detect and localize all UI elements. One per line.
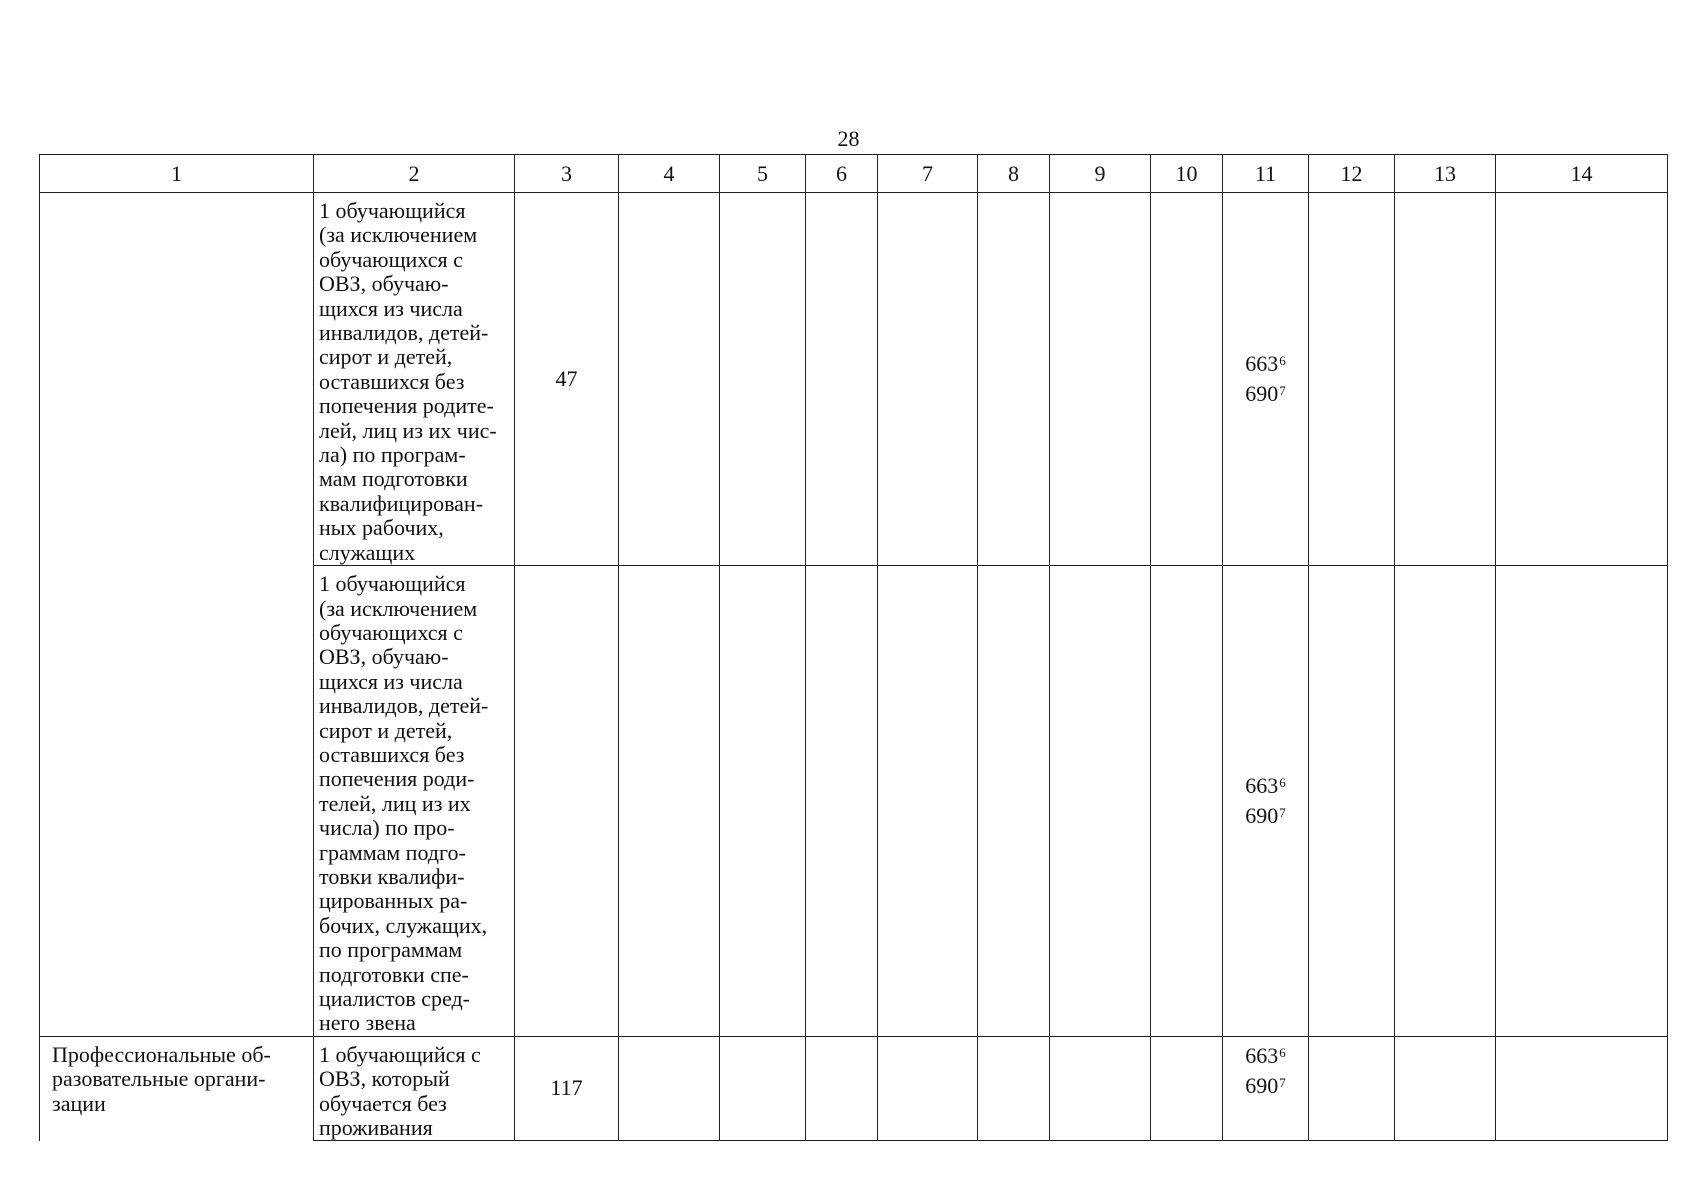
empty-cell <box>806 566 878 1037</box>
column-header: 10 <box>1151 155 1223 193</box>
empty-cell <box>978 1036 1050 1141</box>
empty-cell <box>720 1036 806 1141</box>
empty-cell <box>1496 566 1668 1037</box>
empty-cell <box>1050 1036 1151 1141</box>
empty-cell <box>1309 566 1395 1037</box>
column-header: 13 <box>1395 155 1496 193</box>
empty-cell <box>619 566 720 1037</box>
empty-cell <box>806 193 878 566</box>
column-header: 12 <box>1309 155 1395 193</box>
empty-cell <box>1496 1036 1668 1141</box>
empty-cell <box>1151 193 1223 566</box>
column-header: 1 <box>40 155 314 193</box>
empty-cell <box>1050 193 1151 566</box>
recipient-description: 1 обучающийся (за исключением обучающихся с ОВЗ, обучаю- щихся из числа инвалидов, детей- сирот и детей, оставшихся без попечения роди- телей, лиц из их числа) по про- граммам подго- товки квалифи- цированных ра- бочих, служащих, по программам подготовки спе- циалистов сред- него звена <box>314 566 515 1037</box>
funding-table <box>39 154 1668 1141</box>
empty-cell <box>619 1036 720 1141</box>
column-header: 6 <box>806 155 878 193</box>
column-header: 5 <box>720 155 806 193</box>
column-header: 11 <box>1223 155 1309 193</box>
table-row <box>40 1036 1668 1141</box>
column-header: 8 <box>978 155 1050 193</box>
empty-cell <box>1309 193 1395 566</box>
empty-cell <box>1496 193 1668 566</box>
empty-cell <box>1151 1036 1223 1141</box>
column-number-row <box>40 155 1668 193</box>
column-header: 14 <box>1496 155 1668 193</box>
value-cell <box>515 566 619 1037</box>
empty-cell <box>1395 566 1496 1037</box>
table-row <box>40 193 1668 566</box>
reference-cell: $663^6$ $690^7$ <box>1223 1036 1309 1141</box>
empty-cell <box>720 566 806 1037</box>
empty-cell <box>720 193 806 566</box>
empty-cell <box>878 566 978 1037</box>
reference-cell: $663^6$ $690^7$ <box>1223 193 1309 566</box>
page-number: 28 <box>837 126 860 151</box>
empty-cell <box>978 566 1050 1037</box>
empty-cell <box>1395 193 1496 566</box>
empty-cell <box>806 1036 878 1141</box>
empty-cell <box>878 1036 978 1141</box>
column-header: 7 <box>878 155 978 193</box>
org-type-cell: Профессиональные об- разовательные органи- зации <box>40 1036 314 1141</box>
value-cell: 47 <box>515 193 619 566</box>
org-type-cell <box>40 193 314 1037</box>
column-header: 4 <box>619 155 720 193</box>
recipient-description: 1 обучающийся (за исключением обучающихся с ОВЗ, обучаю- щихся из числа инвалидов, детей- сирот и детей, оставшихся без попечения родите- лей, лиц из их чис- ла) по програм- мам подготовки квалифицирован- ных рабочих, служащих <box>314 193 515 566</box>
column-header: 3 <box>515 155 619 193</box>
empty-cell <box>1309 1036 1395 1141</box>
empty-cell <box>1151 566 1223 1037</box>
empty-cell <box>978 193 1050 566</box>
reference-cell: $663^6$ $690^7$ <box>1223 566 1309 1037</box>
empty-cell <box>1050 566 1151 1037</box>
value-cell: 117 <box>515 1036 619 1141</box>
column-header: 2 <box>314 155 515 193</box>
empty-cell <box>878 193 978 566</box>
recipient-description: 1 обучающийся с ОВЗ, который обучается без проживания <box>314 1036 515 1141</box>
empty-cell <box>1395 1036 1496 1141</box>
column-header: 9 <box>1050 155 1151 193</box>
empty-cell <box>619 193 720 566</box>
